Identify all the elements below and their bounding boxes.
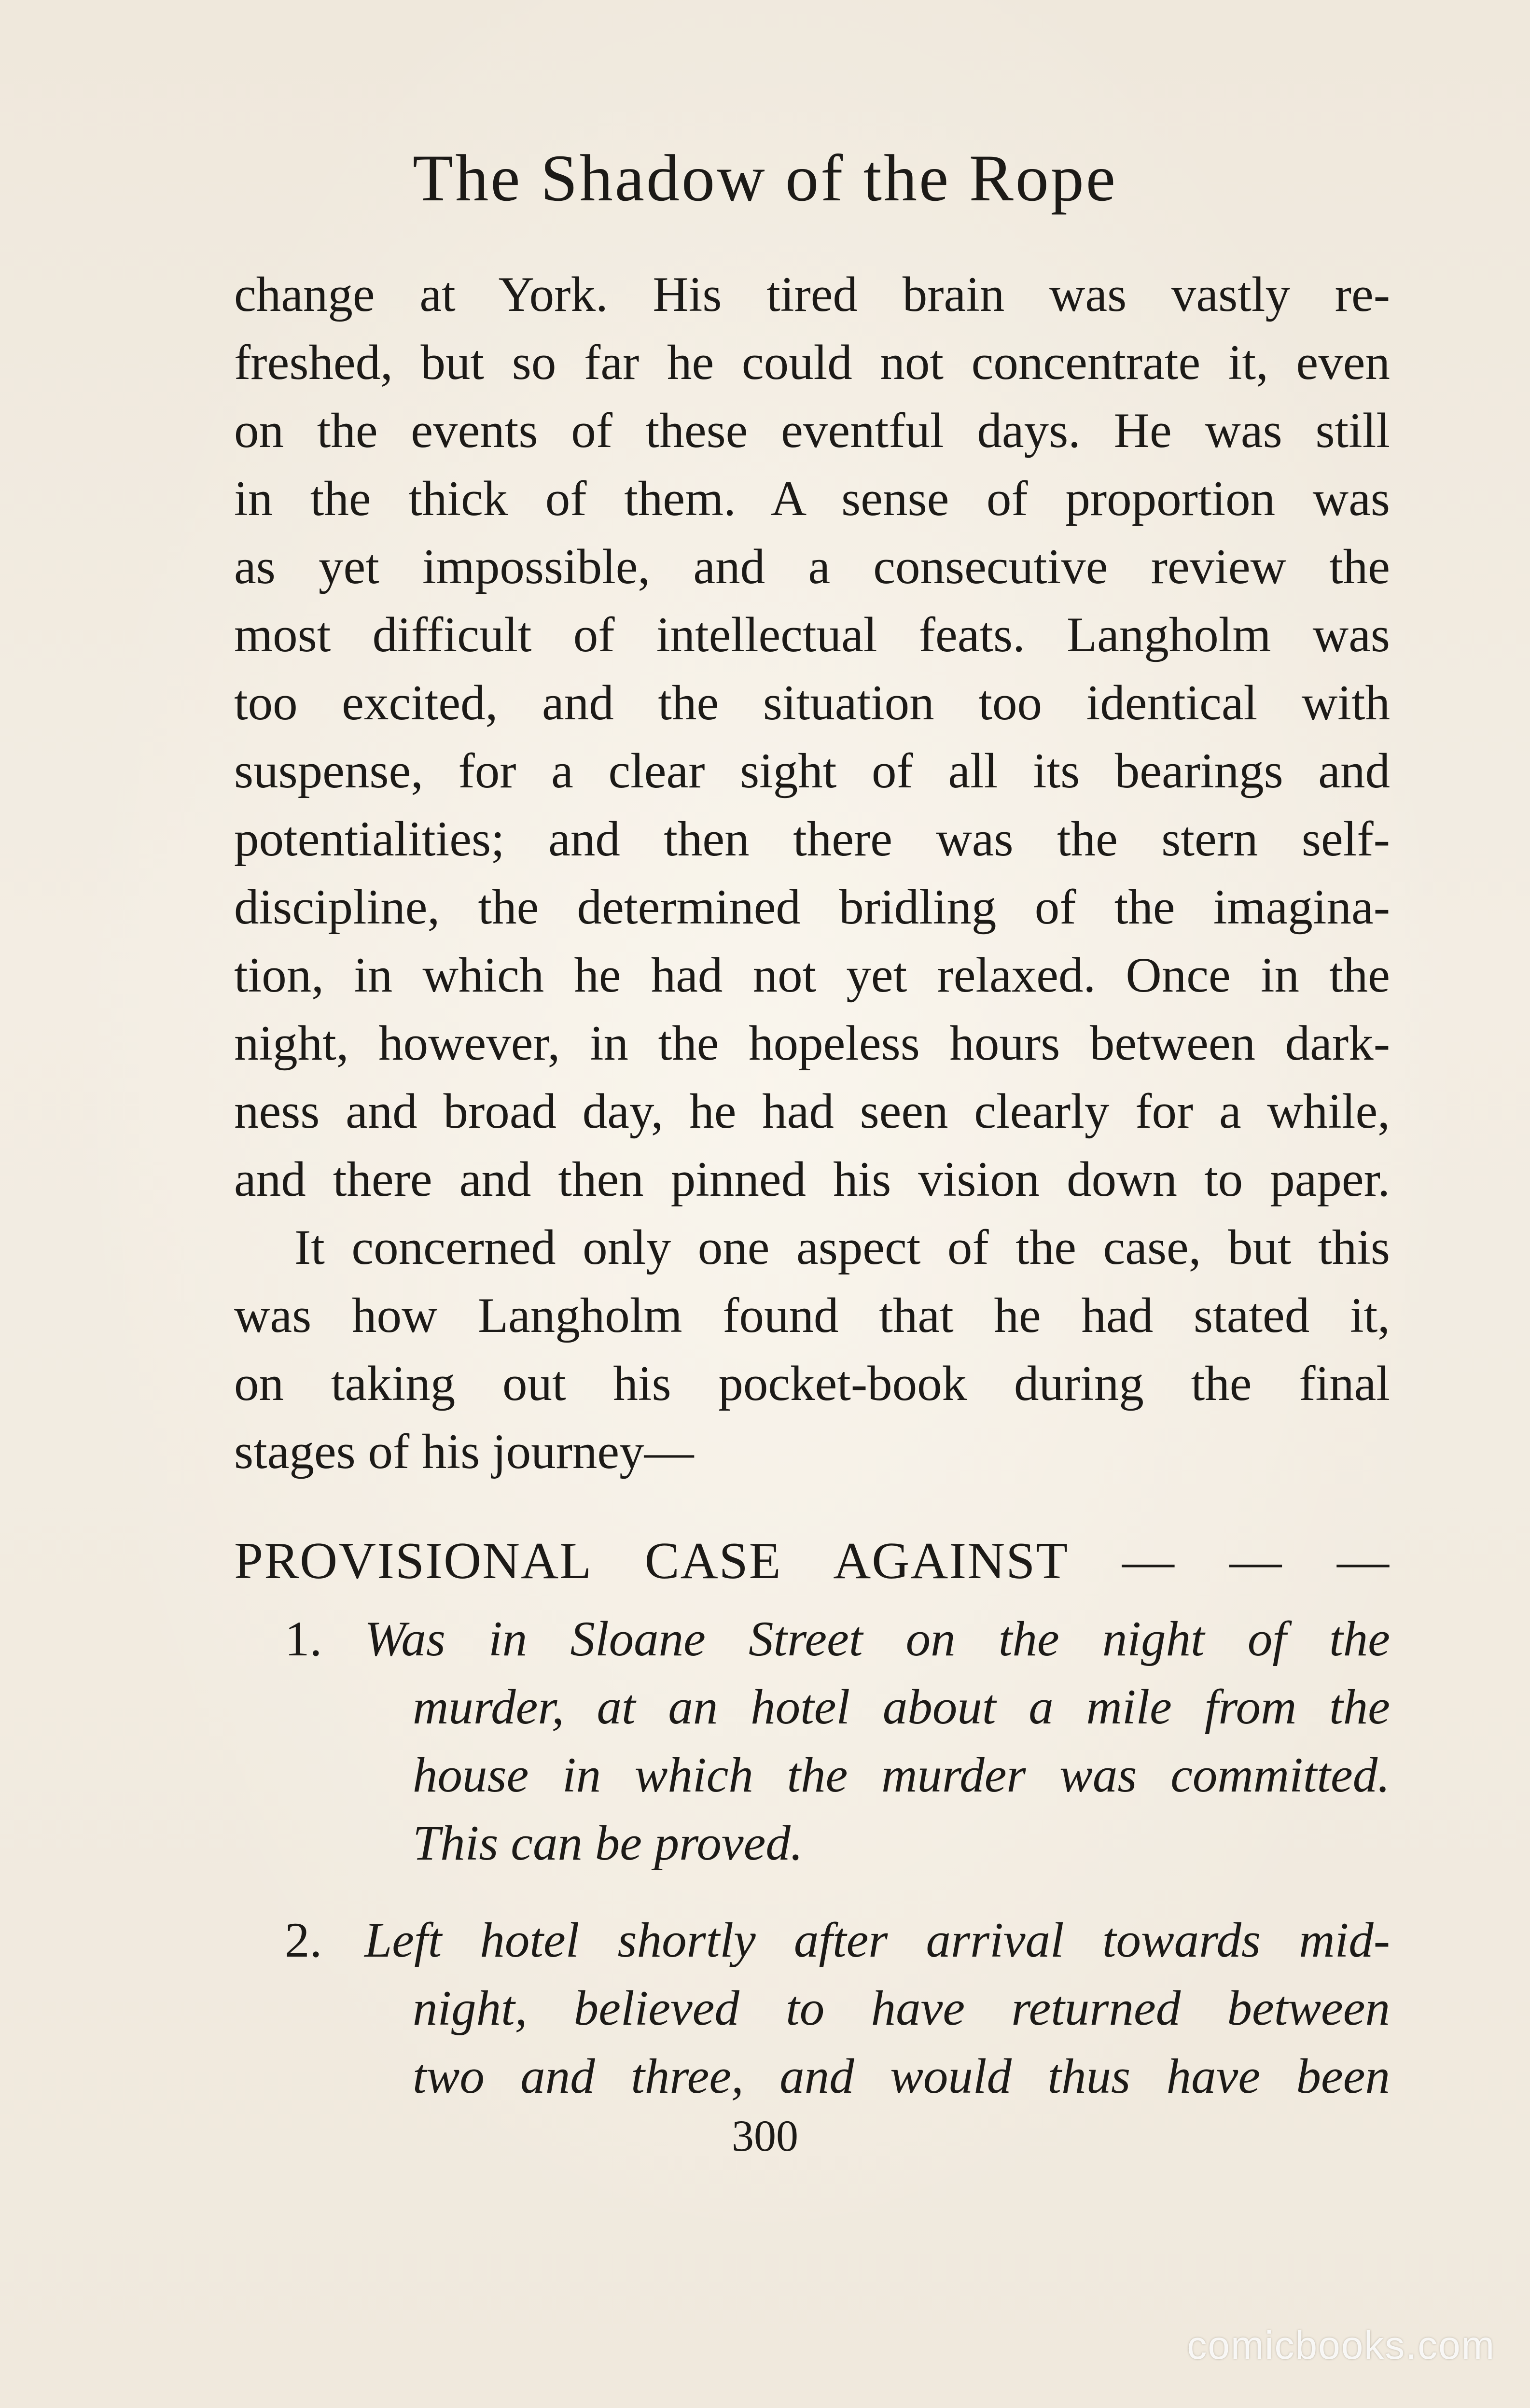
text-line: on taking out his pocket-book during the final [234, 1356, 1390, 1411]
item-number: 1. [285, 1611, 322, 1666]
case-heading: PROVISIONAL CASE AGAINST — — — [234, 1532, 1390, 1590]
case-item-1 [285, 1605, 1390, 1877]
page-number: 300 [732, 2111, 798, 2160]
text-line [285, 1906, 1390, 1974]
text-line: ness and broad day, he had seen clearly for a while, [234, 1084, 1390, 1139]
text-line: This can be proved. [413, 1816, 803, 1871]
text-line: as yet impossible, and a consecutive review the [234, 539, 1390, 594]
paragraph-2 [234, 1214, 1390, 1486]
text-line: night, however, in the hopeless hours between dark- [234, 1016, 1390, 1071]
text-line [285, 1605, 1390, 1673]
text-line: discipline, the determined bridling of the imagina- [234, 880, 1390, 935]
item-text: Was in Sloane Street on the night of the [364, 1611, 1390, 1666]
running-head: The Shadow of the Rope [412, 141, 1118, 215]
text-line: freshed, but so far he could not concentrate it, even [234, 335, 1390, 390]
text-line: It concerned only one aspect of the case, but this [294, 1220, 1390, 1275]
text-line: stages of his journey— [234, 1424, 694, 1479]
text-line: house in which the murder was committed. [413, 1748, 1390, 1803]
text-line: on the events of these eventful days. He was still [234, 403, 1390, 458]
text-line: two and three, and would thus have been [413, 2049, 1390, 2104]
text-line: was how Langholm found that he had stated it, [234, 1288, 1390, 1343]
text-line: potentialities; and then there was the stern self- [234, 812, 1390, 867]
text-line: change at York. His tired brain was vastly re- [234, 267, 1390, 322]
case-item-2 [285, 1906, 1390, 2111]
paragraph-1 [234, 261, 1390, 1214]
text-line: night, believed to have returned between [413, 1981, 1390, 2036]
text-line: tion, in which he had not yet relaxed. Once in the [234, 948, 1390, 1003]
text-line: too excited, and the situation too identical with [234, 675, 1390, 730]
text-line: in the thick of them. A sense of proportion was [234, 471, 1390, 526]
watermark: comicbooks.com [1187, 2324, 1495, 2367]
text-line: and there and then pinned his vision down to paper. [234, 1152, 1390, 1207]
item-text: Left hotel shortly after arrival towards mid- [364, 1913, 1390, 1968]
text-line: most difficult of intellectual feats. Langholm was [234, 607, 1390, 662]
item-number: 2. [285, 1913, 322, 1968]
case-list [285, 1605, 1390, 2111]
text-line: suspense, for a clear sight of all its bearings and [234, 743, 1390, 798]
body-text [234, 261, 1390, 1486]
text-line: murder, at an hotel about a mile from the [413, 1680, 1390, 1735]
